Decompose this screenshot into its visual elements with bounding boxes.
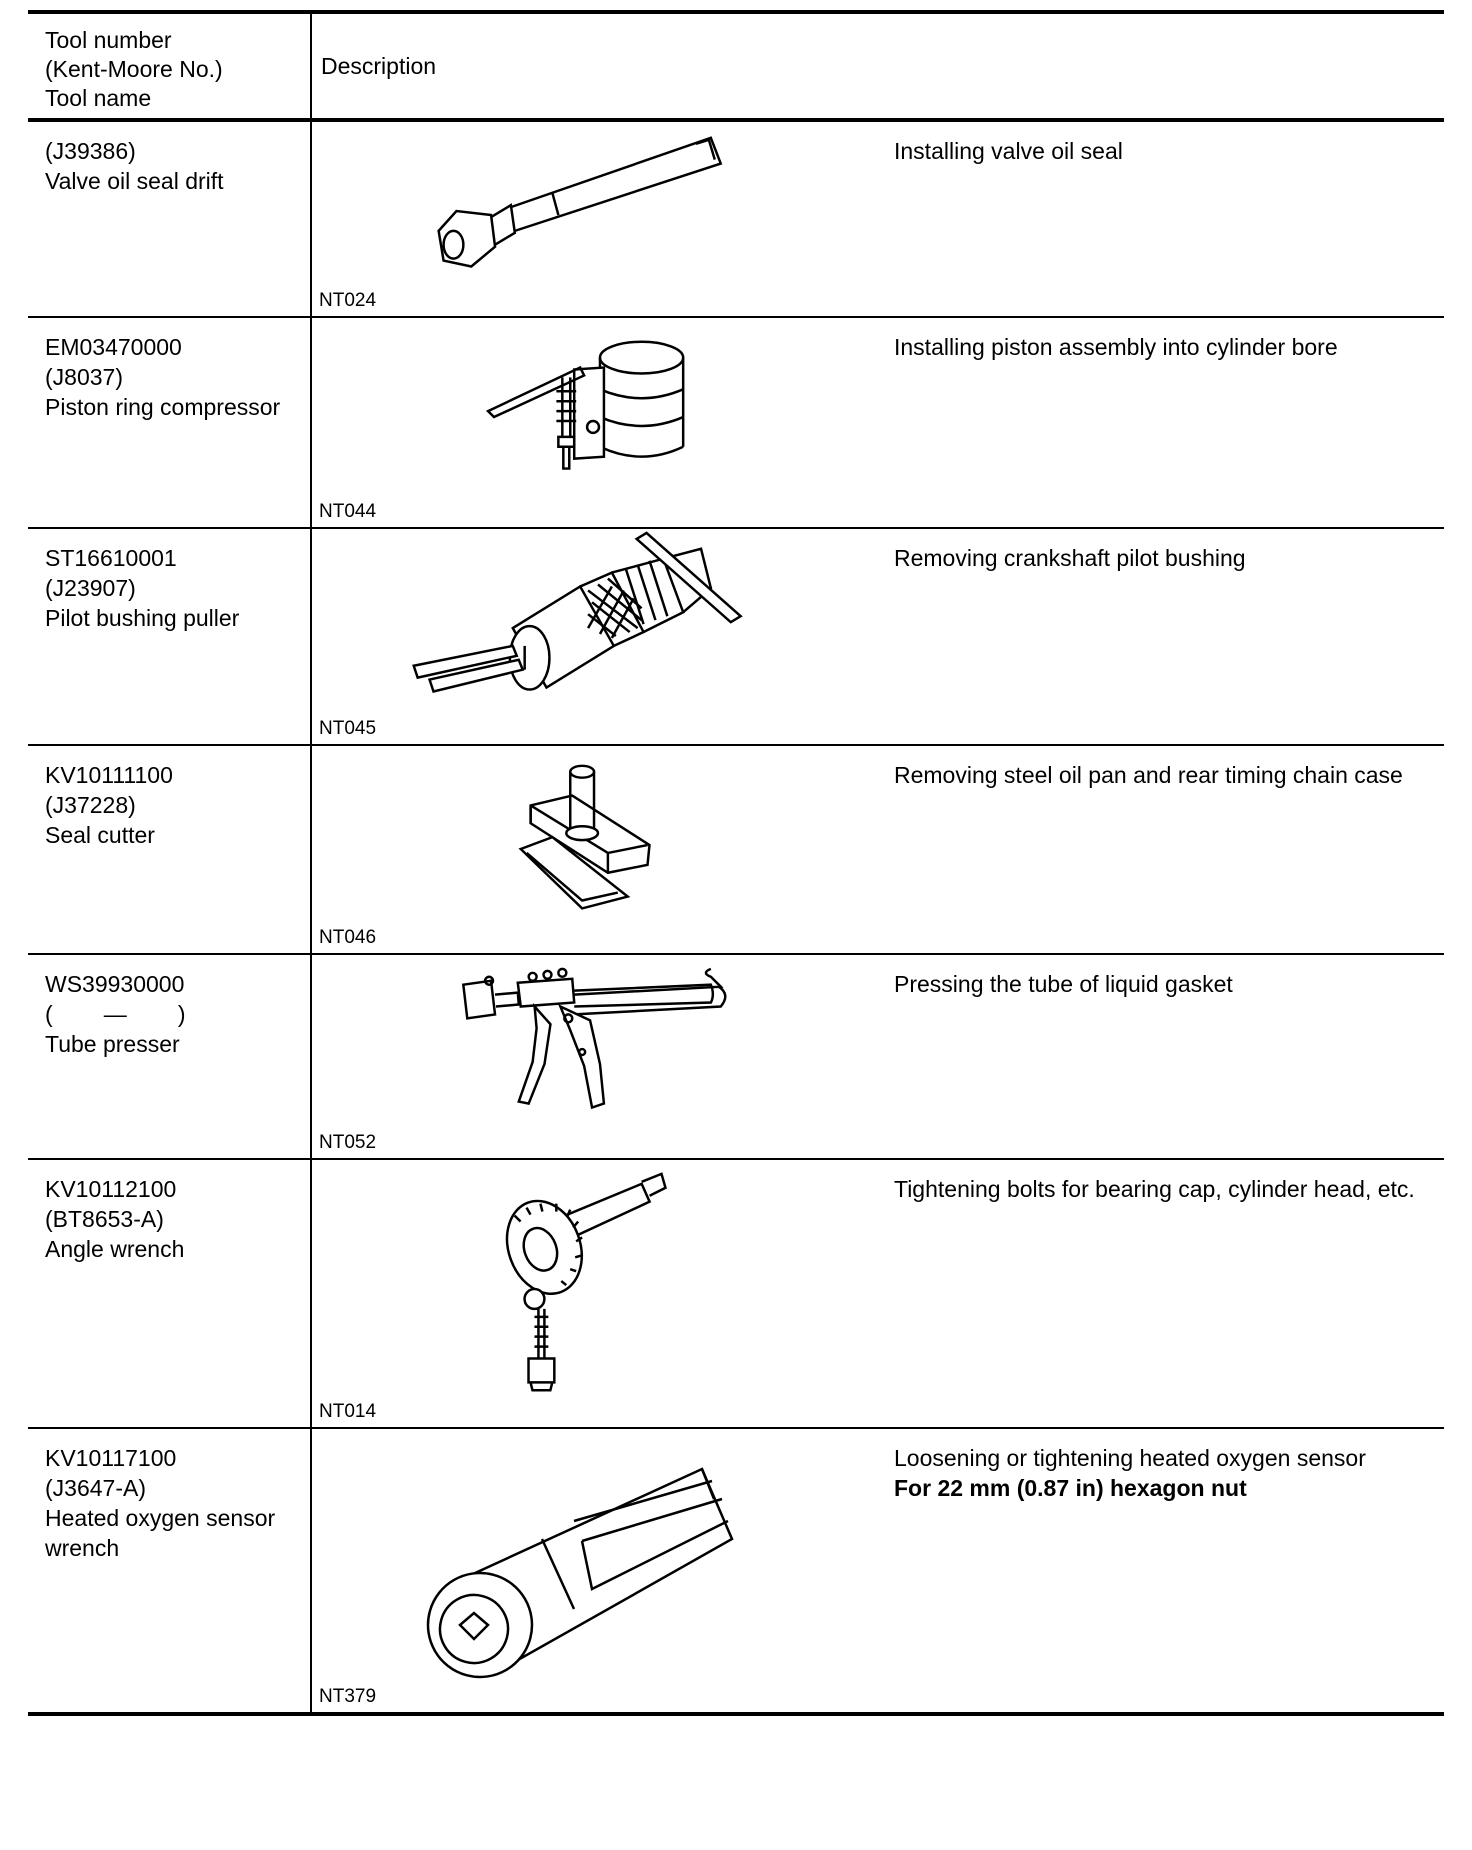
tool-code: NT052 xyxy=(319,1132,377,1153)
tool-name: Tube presser xyxy=(45,1031,180,1057)
table-row xyxy=(28,1429,1444,1712)
special-service-tools-table xyxy=(28,10,1444,1716)
table-row xyxy=(28,1160,1444,1429)
tool-description xyxy=(882,746,1444,953)
tool-id-cell xyxy=(28,1160,312,1427)
tool-kent-moore: (J37228) xyxy=(45,792,136,818)
tool-name: Pilot bushing puller xyxy=(45,605,240,631)
header-tool-name: Tool name xyxy=(45,85,152,111)
table-row xyxy=(28,529,1444,746)
table-row xyxy=(28,955,1444,1160)
tool-kent-moore: (J23907) xyxy=(45,575,136,601)
tool-id-cell xyxy=(28,529,312,744)
tool-number: KV10117100 xyxy=(45,1445,177,1471)
tool-description xyxy=(882,529,1444,744)
tool-code: NT044 xyxy=(319,501,377,522)
tool-name: Valve oil seal drift xyxy=(45,168,224,194)
valve-oil-seal-drift-illustration xyxy=(312,122,882,316)
tool-id-cell xyxy=(28,746,312,953)
tool-number: EM03470000 xyxy=(45,334,182,360)
tool-name: Piston ring compressor xyxy=(45,394,281,420)
table-row xyxy=(28,746,1444,955)
tool-id-cell xyxy=(28,955,312,1158)
table-row xyxy=(28,122,1444,318)
tool-kent-moore: ( — ) xyxy=(45,1001,186,1027)
tool-description xyxy=(882,122,1444,316)
tool-code: NT045 xyxy=(319,718,377,739)
table-header-row xyxy=(28,14,1444,122)
pilot-bushing-puller-illustration xyxy=(312,529,882,744)
tool-code: NT379 xyxy=(319,1686,377,1707)
tool-number: ST16610001 xyxy=(45,545,177,571)
tool-description-text: Installing valve oil seal xyxy=(894,138,1123,164)
tool-number: KV10111100 xyxy=(45,762,173,788)
tool-kent-moore: (J39386) xyxy=(45,138,136,164)
tool-code: NT014 xyxy=(319,1401,377,1422)
tool-description-cell xyxy=(312,746,1444,953)
tool-id-cell xyxy=(28,318,312,527)
tool-description-cell xyxy=(312,122,1444,316)
tool-description-text: Installing piston assembly into cylinder bore xyxy=(894,334,1338,360)
tool-kent-moore: (J3647-A) xyxy=(45,1475,146,1501)
tool-id-cell xyxy=(28,122,312,316)
tool-description-text: Removing crankshaft pilot bushing xyxy=(894,545,1246,571)
tool-name-continued: wrench xyxy=(45,1535,120,1561)
tool-kent-moore: (J8037) xyxy=(45,364,123,390)
tool-description-note: For 22 mm (0.87 in) hexagon nut xyxy=(894,1475,1247,1501)
tool-description-cell xyxy=(312,955,1444,1158)
piston-ring-compressor-illustration xyxy=(312,318,882,527)
tool-number: KV10112100 xyxy=(45,1176,177,1202)
table-row xyxy=(28,318,1444,529)
header-description-cell xyxy=(312,14,1444,118)
header-tool-number: Tool number xyxy=(45,27,172,53)
seal-cutter-illustration xyxy=(312,746,882,953)
tool-number: WS39930000 xyxy=(45,971,185,997)
tool-name: Heated oxygen sensor xyxy=(45,1505,276,1531)
tool-description-cell xyxy=(312,1160,1444,1427)
header-description: Description xyxy=(321,52,437,79)
tool-name: Seal cutter xyxy=(45,822,155,848)
tool-description xyxy=(882,1429,1444,1712)
tool-description-cell xyxy=(312,1429,1444,1712)
tube-presser-illustration xyxy=(312,955,882,1158)
heated-oxygen-sensor-wrench-illustration xyxy=(312,1429,882,1712)
tool-description-text: Loosening or tightening heated oxygen sensor xyxy=(894,1445,1366,1471)
tool-description xyxy=(882,1160,1444,1427)
tool-description-cell xyxy=(312,318,1444,527)
tool-description-text: Removing steel oil pan and rear timing chain case xyxy=(894,762,1403,788)
tool-id-cell xyxy=(28,1429,312,1712)
angle-wrench-illustration xyxy=(312,1160,882,1427)
tool-kent-moore: (BT8653-A) xyxy=(45,1206,164,1232)
tool-description xyxy=(882,318,1444,527)
tool-name: Angle wrench xyxy=(45,1236,185,1262)
tool-code: NT046 xyxy=(319,927,377,948)
tool-description xyxy=(882,955,1444,1158)
tool-description-cell xyxy=(312,529,1444,744)
header-tool-id-cell xyxy=(28,14,312,118)
tool-description-text: Pressing the tube of liquid gasket xyxy=(894,971,1233,997)
header-kent-moore: (Kent-Moore No.) xyxy=(45,56,223,82)
tool-code: NT024 xyxy=(319,290,377,311)
tool-description-text: Tightening bolts for bearing cap, cylinder head, etc. xyxy=(894,1176,1415,1202)
